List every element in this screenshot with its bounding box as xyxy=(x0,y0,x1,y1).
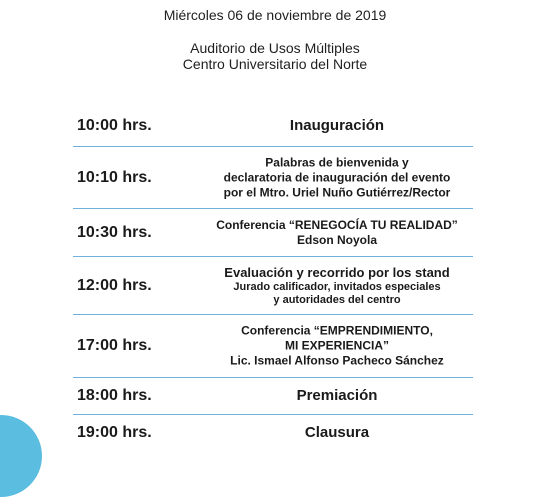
venue-line-1: Auditorio de Usos Múltiples xyxy=(190,40,360,56)
schedule-row xyxy=(73,415,473,451)
schedule-activity xyxy=(201,265,473,307)
schedule-table xyxy=(73,105,473,451)
schedule-row xyxy=(73,147,473,209)
schedule-time: 10:30 hrs. xyxy=(77,223,152,241)
schedule-row xyxy=(73,209,473,257)
schedule-time: 17:00 hrs. xyxy=(77,337,152,354)
activity-line: Palabras de bienvenida y xyxy=(265,155,409,169)
activity-line: declaratoria de inauguración del evento xyxy=(223,170,451,184)
activity-line: por el Mtro. Uriel Nuño Gutiérrez/Rector xyxy=(223,185,451,199)
schedule-activity xyxy=(201,324,473,369)
schedule-row xyxy=(73,315,473,378)
activity-line: MI EXPERIENCIA” xyxy=(284,338,389,353)
schedule-time: 18:00 hrs. xyxy=(77,387,152,404)
schedule-activity xyxy=(201,155,473,200)
schedule-time: 19:00 hrs. xyxy=(77,424,152,441)
activity-line: Conferencia “RENEGOCÍA TU REALIDAD” xyxy=(216,217,458,232)
activity-line: Inauguración xyxy=(289,116,385,134)
schedule-row xyxy=(73,257,473,315)
activity-line: Edson Noyola xyxy=(296,232,377,247)
schedule-time: 10:00 hrs. xyxy=(77,116,152,134)
activity-line: Jurado calificador, invitados especiales xyxy=(233,280,441,293)
decorative-circle xyxy=(0,415,42,497)
schedule-row xyxy=(73,378,473,415)
schedule-activity xyxy=(201,387,473,405)
event-date: Miércoles 06 de noviembre de 2019 xyxy=(163,7,387,23)
activity-line: Evaluación y recorrido por los stand xyxy=(224,264,450,280)
schedule-row xyxy=(73,105,473,147)
venue-line-2: Centro Universitario del Norte xyxy=(182,56,368,72)
activity-line: y autoridades del centro xyxy=(273,293,401,306)
schedule-time: 10:10 hrs. xyxy=(77,168,152,186)
activity-line: Premiación xyxy=(296,387,378,404)
activity-line: Clausura xyxy=(304,424,370,441)
schedule-activity xyxy=(201,218,473,248)
activity-line: Conferencia “EMPRENDIMIENTO, xyxy=(241,323,433,338)
schedule-time: 12:00 hrs. xyxy=(77,276,152,294)
schedule-activity xyxy=(201,424,473,442)
schedule-activity xyxy=(201,117,473,135)
activity-line: Lic. Ismael Alfonso Pacheco Sánchez xyxy=(230,353,444,368)
